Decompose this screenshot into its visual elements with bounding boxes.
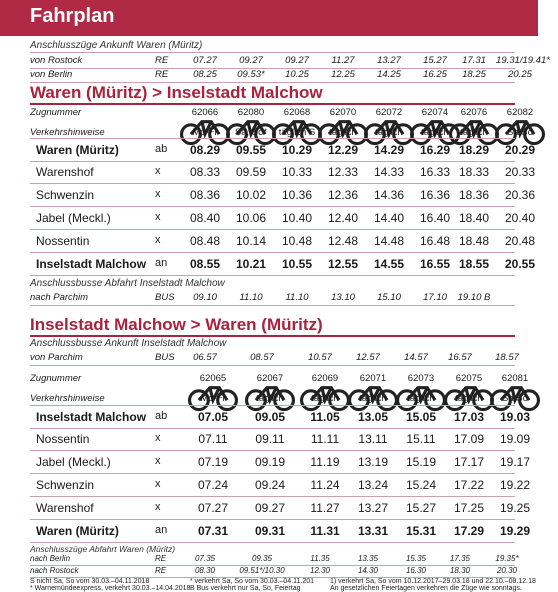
time-cell: 14.33 [373,165,405,179]
time-cell: 15.24 [405,478,437,492]
time-cell: 15.35 [405,554,427,563]
time-cell: 10.33 [281,165,313,179]
time-cell: 13.35 [357,554,379,563]
stop-flag: x [155,188,161,200]
note-cell: Mo-Fr [200,393,226,404]
time-cell: 14.30 [357,566,379,575]
stop-name: Nossentin [36,234,90,248]
time-cell: 09.19 [254,455,286,469]
footnote-star: * Warnemündeexpress, verkehrt 30.03.–14.04.2018 [30,585,191,592]
time-cell: 15.31 [405,524,437,538]
note-cell: Mo-Fr [192,127,218,138]
stop-name: Warenshof [36,165,94,179]
time-cell: 19.25 [499,501,531,515]
stop-flag: an [155,257,168,269]
stop-row [30,428,531,451]
stop-row [30,253,536,276]
train-number: 62074 [421,107,449,118]
time-cell: 09.11 [255,432,285,446]
time-cell: 15.05 [405,410,437,424]
time-cell: 16.30 [405,566,427,575]
stop-flag: x [155,432,161,444]
note-cell: täglich [329,127,357,138]
stop-name: Inselstadt Malchow [36,257,147,271]
train-number: 62072 [375,107,403,118]
stop-row [30,520,531,543]
stop-row [30,138,536,162]
bus-heading: Anschlussbusse Ankunft Inselstadt Malchow [30,338,227,349]
train-number: 62068 [283,107,311,118]
time-cell: 12.29 [327,143,359,157]
time-cell: 14.29 [373,143,405,157]
time-cell: 20.30 [496,566,518,575]
time-cell: 09.35 [251,554,273,563]
train-number-label: Zugnummer [30,373,82,384]
time-cell: 18.29 [458,143,490,157]
stop-row [30,497,531,520]
time-cell: 14.36 [373,188,405,202]
bus-label: nach Parchim [30,292,89,303]
time-cell: 12.25 [331,69,355,80]
time-cell: 20.40 [504,211,536,225]
time-cell: 10.06 [235,211,267,225]
time-cell: 19.03 [499,410,531,424]
bus-heading: Anschlussbusse Abfahrt Inselstadt Malchow [30,278,225,289]
time-cell: 16.48 [419,234,451,248]
train-number: 62066 [191,107,219,118]
time-cell: 09.55 [235,143,267,157]
time-cell: 11.31 [310,524,340,538]
time-cell: 09.10 [193,292,217,303]
time-cell: 10.02 [235,188,267,202]
stop-row [30,451,531,474]
bus-type: BUS [155,292,175,303]
time-cell: 19.22 [499,478,531,492]
time-cell: 17.10 [423,292,447,303]
time-cell: 14.48 [373,234,405,248]
train-number: 62080 [237,107,265,118]
time-cell: 09.05 [254,410,286,424]
connection-label: nach Berlin [30,554,71,563]
time-cell: 09.27 [254,501,286,515]
time-cell: 15.19 [405,455,437,469]
note-cell: Sa,So [507,127,533,138]
section1-title: Waren (Müritz) > Inselstadt Malchow [30,83,323,102]
stop-name: Schwenzin [36,478,95,492]
time-cell: 13.11 [358,432,388,446]
time-cell: 10.21 [235,257,267,271]
time-cell: 19.31/19.41* [496,55,550,66]
connection-label: von Rostock [30,55,83,66]
stop-name: Schwenzin [36,188,95,202]
time-cell: 08.57 [250,352,274,363]
time-cell: 10.40 [281,211,313,225]
time-cell: 18.57 [495,352,519,363]
train-number: 62065 [199,373,227,384]
time-cell: 18.33 [458,165,490,179]
bus-type: BUS [155,352,175,363]
stop-flag: x [155,165,161,177]
section1-rule [30,103,515,105]
time-cell: 17.03 [453,410,485,424]
connection-label: nach Rostock [30,566,79,575]
note-cell: täglich [256,393,284,404]
time-cell: 20.29 [504,143,536,157]
time-cell: 16.29 [419,143,451,157]
stop-name: Warenshof [36,501,94,515]
stop-row [30,161,536,184]
time-cell: 13.27 [377,55,401,66]
time-cell: 17.25 [453,501,485,515]
time-cell: 17.22 [453,478,485,492]
time-cell: 09.27 [285,55,309,66]
time-cell: 10.55 [281,257,313,271]
note-cell: täglich [311,393,339,404]
time-cell: 11.05 [310,410,340,424]
time-cell: 10.48 [281,234,313,248]
stop-name: Inselstadt Malchow [36,410,147,424]
train-number-label: Zugnummer [30,107,82,118]
connection-label: von Berlin [30,69,73,80]
time-cell: 19.10 B [457,292,491,303]
train-number: 62070 [329,107,357,118]
stop-name: Waren (Müritz) [36,143,119,157]
train-number: 62067 [256,373,284,384]
note-cell: täglich [359,393,387,404]
time-cell: 20.55 [504,257,536,271]
page-title: Fahrplan [30,5,115,27]
time-cell: 12.36 [327,188,359,202]
time-cell: 16.36 [419,188,451,202]
footnote-verkehrt: * verkehrt Sa, So vom 30.03.–04.11.201 [190,578,315,585]
note-cell: täglich [407,393,435,404]
time-cell: 10.14 [235,234,267,248]
time-cell: 12.33 [327,165,359,179]
time-cell: 07.31 [197,524,229,538]
time-cell: 18.30 [449,566,471,575]
time-cell: 12.55 [327,257,359,271]
time-cell: 08.36 [189,188,221,202]
time-cell: 11.24 [310,478,340,492]
time-cell: 12.30 [309,566,331,575]
time-cell: 15.27 [405,501,437,515]
time-cell: 08.48 [189,234,221,248]
stop-flag: x [155,211,161,223]
train-number: 62075 [455,373,483,384]
time-cell: 19.17 [499,455,531,469]
time-cell: 18.40 [458,211,490,225]
time-cell: 13.24 [357,478,389,492]
time-cell: 07.35 [194,554,216,563]
stop-flag: ab [155,143,168,155]
time-cell: 18.48 [458,234,490,248]
note-cell: täglich [421,127,449,138]
time-cell: 19.09 [499,432,531,446]
time-cell: 12.48 [327,234,359,248]
time-cell: 11.27 [310,501,340,515]
stop-name: Jabel (Meckl.) [36,455,111,469]
time-cell: 19.29 [499,524,531,538]
stop-flag: x [155,501,161,513]
time-cell: 12.57 [356,352,380,363]
time-cell: 14.57 [404,352,428,363]
notes-label: Verkehrshinweise [30,127,105,138]
time-cell: 11.10 [239,292,263,303]
stop-name: Nossentin [36,432,90,446]
conn-heading: Anschlusszüge Abfahrt Waren (Müritz) [30,544,176,554]
time-cell: 15.10 [377,292,401,303]
time-cell: 07.05 [197,410,229,424]
time-cell: 08.25 [193,69,217,80]
stop-flag: x [155,234,161,246]
time-cell: 09.31 [254,524,286,538]
time-cell: 10.25 [285,69,309,80]
time-cell: 11.10 [285,292,309,303]
time-cell: 20.25 [508,69,532,80]
top-connections-heading: Anschlusszüge Ankunft Waren (Müritz) [30,40,203,51]
section2-title: Inselstadt Malchow > Waren (Müritz) [30,315,323,334]
time-cell: 14.25 [377,69,401,80]
train-number: 62071 [359,373,387,384]
time-cell: 06.57 [193,352,217,363]
connection-type: RE [155,566,167,575]
time-cell: 13.27 [357,501,389,515]
time-cell: 10.57 [308,352,332,363]
time-cell: 13.31 [357,524,389,538]
header-bar [0,0,538,36]
time-cell: 11.27 [331,55,355,66]
time-cell: 08.40 [189,211,221,225]
time-cell: 09.24 [254,478,286,492]
footnote-holiday: An gesetzlichen Feiertagen verkehren die Züge wie sonntags. [330,585,522,592]
stop-row [30,405,531,429]
bus-row [30,290,515,306]
bus-row [30,350,519,366]
time-cell: 07.27 [197,501,229,515]
time-cell: 16.40 [419,211,451,225]
time-cell: 09.59 [235,165,267,179]
time-cell: 16.55 [419,257,451,271]
time-cell: 19.35* [495,554,519,563]
time-cell: 13.05 [357,410,389,424]
time-cell: 07.11 [198,432,228,446]
time-cell: 10.29 [281,143,313,157]
notes-label: Verkehrshinweise [30,393,105,404]
stop-row [30,474,531,497]
time-cell: 11.19 [310,455,340,469]
time-cell: 08.55 [189,257,221,271]
time-cell: 17.17 [453,455,485,469]
time-cell: 20.48 [504,234,536,248]
stop-flag: x [155,478,161,490]
footnote-b: B Bus verkehrt nur Sa, So, Feiertag [190,585,301,592]
stop-name: Jabel (Meckl.) [36,211,111,225]
connection-type: RE [155,554,167,563]
time-cell: 18.25 [462,69,486,80]
train-number: 62069 [311,373,339,384]
time-cell: 12.40 [327,211,359,225]
stop-flag: ab [155,410,168,422]
train-number: 62076 [460,107,488,118]
time-cell: 16.25 [423,69,447,80]
time-cell: 11.35 [310,554,330,563]
footnote-s: S nicht Sa, So vom 30.03.–04.11.2018 [30,578,150,585]
time-cell: 07.24 [197,478,229,492]
note-cell: Sa, So* [234,127,268,138]
time-cell: 17.09 [453,432,485,446]
time-cell: 09.51*/10.30 [239,566,285,575]
note-cell: täglich [375,127,403,138]
time-cell: 10.36 [281,188,313,202]
note-cell: Sa,So [502,393,528,404]
note-cell: täglich [460,127,488,138]
train-number: 62082 [506,107,534,118]
time-cell: 11.11 [310,432,340,446]
time-cell: 08.29 [189,143,221,157]
stop-row [30,207,536,230]
stop-row [30,230,536,253]
section2-rule [30,335,515,337]
time-cell: 20.36 [504,188,536,202]
connection-type: RE [155,55,169,66]
connection-row [30,565,518,578]
note-cell: täglich S [278,127,316,138]
time-cell: 16.57 [448,352,472,363]
connection-row [30,67,532,83]
footnote-1: 1) verkehrt Sa, So vom 10.12.2017–29.03.18 und 22.10.–08.12.18 [330,578,536,585]
time-cell: 14.55 [373,257,405,271]
time-cell: 07.27 [193,55,217,66]
time-cell: 08.33 [189,165,221,179]
time-cell: 17.35 [449,554,471,563]
train-number: 62073 [407,373,435,384]
train-number: 62081 [501,373,529,384]
time-cell: 20.33 [504,165,536,179]
stop-name: Waren (Müritz) [36,524,119,538]
time-cell: 13.19 [357,455,389,469]
time-cell: 17.31 [462,55,486,66]
bus-label: von Parchim [30,352,83,363]
time-cell: 09.27 [239,55,263,66]
note-cell: täglich [455,393,483,404]
time-cell: 15.11 [406,432,436,446]
time-cell: 13.10 [331,292,355,303]
stop-flag: an [155,524,168,536]
time-cell: 16.33 [419,165,451,179]
stop-row [30,184,536,207]
time-cell: 15.27 [423,55,447,66]
time-cell: 09.53* [237,69,265,80]
stop-flag: x [155,455,161,467]
time-cell: 07.19 [197,455,229,469]
time-cell: 17.29 [453,524,485,538]
connection-type: RE [155,69,169,80]
time-cell: 14.40 [373,211,405,225]
time-cell: 18.36 [458,188,490,202]
time-cell: 18.55 [458,257,490,271]
time-cell: 08.30 [194,566,216,575]
